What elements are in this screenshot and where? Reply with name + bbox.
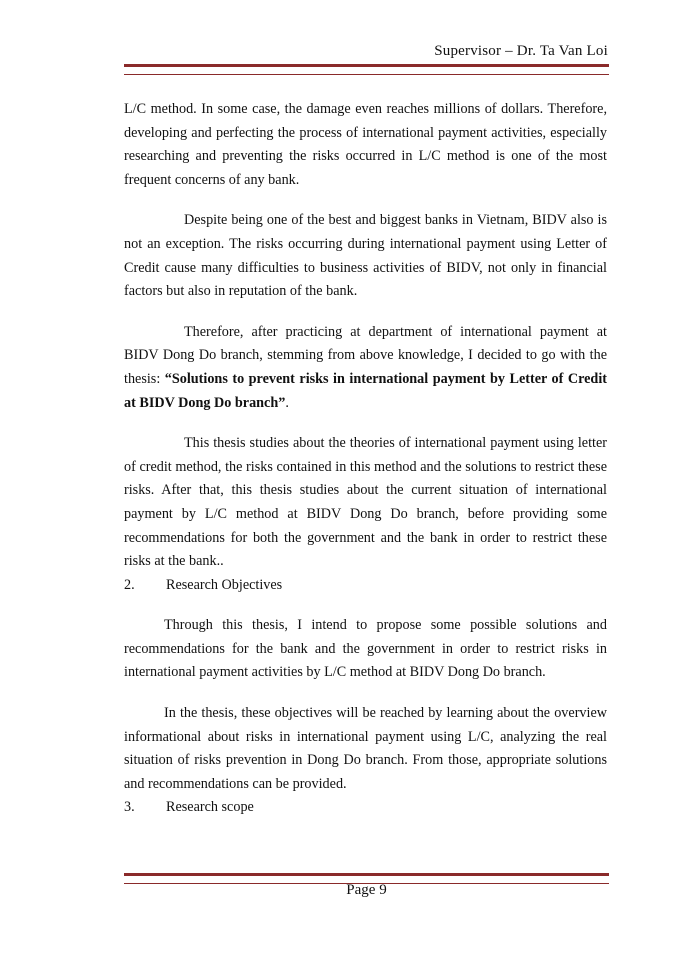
- section-title: Research Objectives: [166, 576, 283, 593]
- paragraph-3-end: .: [285, 394, 289, 411]
- paragraph-2: Despite being one of the best and biggest banks in Vietnam, BIDV also is not an exception. The risks occurring during international payment using Letter of Credit cause many difficulties to business activities of BIDV, not only in financial factors but also in reputation of the bank.: [124, 212, 607, 300]
- thesis-title: “Solutions to prevent risks in international payment by Letter of Credit at BIDV Dong Do branch”: [124, 370, 607, 411]
- paragraph-5: Through this thesis, I intend to propose some possible solutions and recommendations for the bank and the government in order to restrict risks in international payment activities by L/C method at BIDV Dong Do branch.: [124, 617, 607, 681]
- paragraph-3: [124, 321, 607, 415]
- section-title: Research scope: [166, 799, 254, 816]
- paragraph-4: This thesis studies about the theories of international payment using letter of credit method, the risks contained in this method and the solutions to restrict these risks. After that, this thesis studies about the current situation of international payment by L/C method at BIDV Dong Do branch, before providing some recommendations for both the government and the bank in order to restrict these risks at the bank..: [124, 435, 607, 570]
- paragraph-6: In the thesis, these objectives will be reached by learning about the overview informational about risks in international payment using L/C, analyzing the real situation of risks prevention in Dong Do branch. From those, appropriate solutions and recommendations can be provided.: [124, 705, 607, 792]
- page-body: [124, 98, 607, 820]
- section-number: 2.: [124, 576, 135, 593]
- section-heading-2: [124, 574, 607, 598]
- paragraph-3-intro: Therefore, after practicing at department of international payment at BIDV Dong Do branch, stemming from above knowledge, I decided to go with the thesis:: [124, 323, 607, 387]
- page-number: Page 9: [346, 882, 387, 898]
- section-number: 3.: [124, 799, 135, 816]
- section-heading-3: [124, 796, 607, 820]
- paragraph-1: L/C method. In some case, the damage even reaches millions of dollars. Therefore, developing and perfecting the process of international payment activities, especially researching and preventing the risks occurred in L/C method is one of the most frequent concerns of any bank.: [124, 101, 607, 188]
- header-rule: [124, 64, 609, 75]
- header-supervisor: Supervisor – Dr. Ta Van Loi: [434, 43, 608, 59]
